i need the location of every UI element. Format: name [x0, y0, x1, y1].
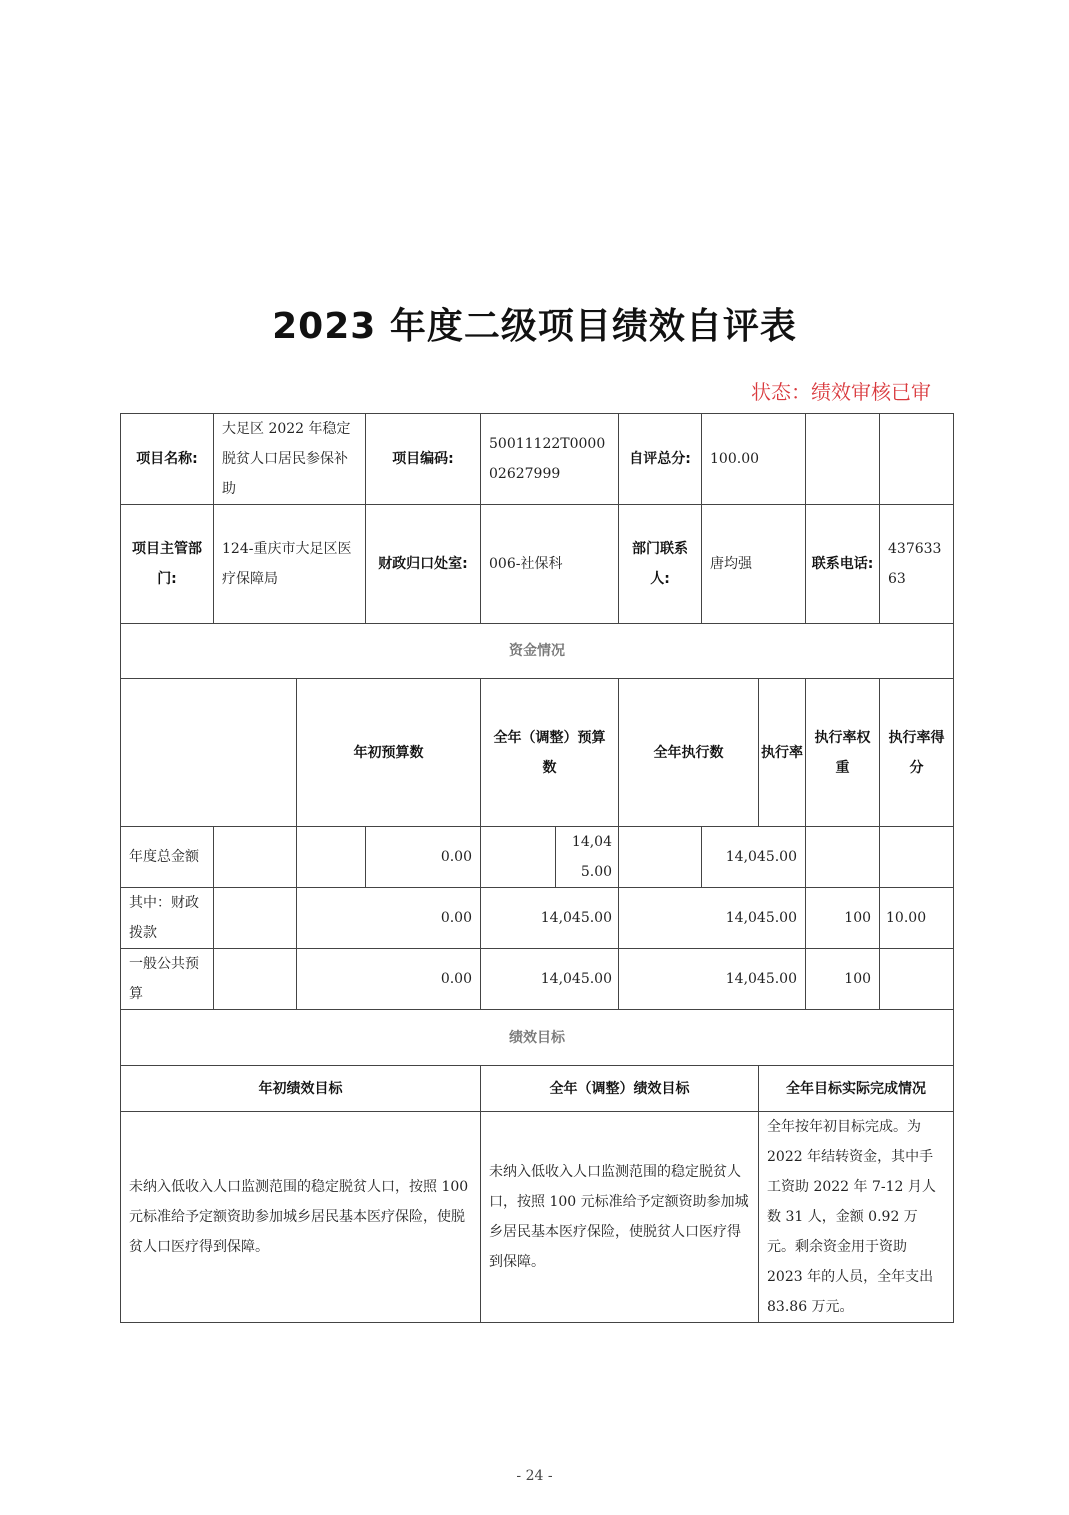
- finance-office-label: 财政归口处室:: [366, 505, 481, 624]
- weight-value: 10.00: [880, 888, 954, 949]
- adjusted-budget-header: 全年（调整）预算数: [481, 679, 619, 827]
- score-header: 执行率得分: [880, 679, 954, 827]
- contact-label: 部门联系人:: [619, 505, 702, 624]
- exec-rate-value: [806, 827, 880, 888]
- performance-table: [120, 413, 954, 1323]
- exec-rate-value: 100: [806, 949, 880, 1010]
- adjusted-budget-value: 14,045.00: [481, 888, 619, 949]
- empty-cell: [214, 888, 297, 949]
- phone-label: 联系电话:: [806, 505, 880, 624]
- empty-cell: [619, 827, 702, 888]
- empty-cell: [214, 949, 297, 1010]
- initial-budget-header: 年初预算数: [297, 679, 481, 827]
- initial-budget-value: 0.00: [297, 888, 481, 949]
- executed-value: 14,045.00: [619, 888, 806, 949]
- adjusted-goal-text: 未纳入低收入人口监测范围的稳定脱贫人口，按照 100 元标准给予定额资助参加城乡居民基本医疗保险，使脱贫人口医疗得到保障。: [481, 1112, 759, 1323]
- project-name-label: 项目名称:: [121, 414, 214, 505]
- row-label: 一般公共预算: [121, 949, 214, 1010]
- empty-cell: [214, 827, 297, 888]
- exec-rate-value: 100: [806, 888, 880, 949]
- row-label: 年度总金额: [121, 827, 214, 888]
- row-label: 其中：财政拨款: [121, 888, 214, 949]
- project-code-value: 50011122T000002627999: [481, 414, 619, 505]
- self-score-label: 自评总分:: [619, 414, 702, 505]
- adjusted-budget-value: 14,045.00: [481, 949, 619, 1010]
- empty-cell: [481, 827, 556, 888]
- adjusted-budget-value: 14,045.00: [556, 827, 619, 888]
- goals-section-title: 绩效目标: [121, 1010, 954, 1066]
- actual-completion-header: 全年目标实际完成情况: [759, 1066, 954, 1112]
- executed-header: 全年执行数: [619, 679, 759, 827]
- weight-header: 执行率权重: [806, 679, 880, 827]
- executed-value: 14,045.00: [702, 827, 806, 888]
- actual-completion-text: 全年按年初目标完成。为 2022 年结转资金，其中手工资助 2022 年 7-12 月人数 31 人，金额 0.92 万元。剩余资金用于资助 2023 年的人员，全年支出 83.86 万元。: [759, 1112, 954, 1323]
- empty-cell: [880, 414, 954, 505]
- funds-section-title: 资金情况: [121, 624, 954, 679]
- project-code-label: 项目编码:: [366, 414, 481, 505]
- initial-goal-text: 未纳入低收入人口监测范围的稳定脱贫人口，按照 100 元标准给予定额资助参加城乡居民基本医疗保险，使脱贫人口医疗得到保障。: [121, 1112, 481, 1323]
- status-badge: 状态：绩效审核已审: [751, 380, 931, 404]
- contact-value: 唐均强: [702, 505, 806, 624]
- initial-budget-value: 0.00: [366, 827, 481, 888]
- initial-budget-value: 0.00: [297, 949, 481, 1010]
- initial-goal-header: 年初绩效目标: [121, 1066, 481, 1112]
- weight-value: [880, 827, 954, 888]
- empty-cell: [297, 827, 366, 888]
- project-name-value: 大足区 2022 年稳定脱贫人口居民参保补助: [214, 414, 366, 505]
- dept-value: 124-重庆市大足区医疗保障局: [214, 505, 366, 624]
- empty-header-cell: [121, 679, 297, 827]
- page-title: 2023 年度二级项目绩效自评表: [272, 306, 797, 347]
- self-score-value: 100.00: [702, 414, 806, 505]
- finance-office-value: 006-社保科: [481, 505, 619, 624]
- weight-value: [880, 949, 954, 1010]
- phone-value: 43763363: [880, 505, 954, 624]
- empty-cell: [806, 414, 880, 505]
- dept-label: 项目主管部门:: [121, 505, 214, 624]
- exec-rate-header: 执行率: [759, 679, 806, 827]
- page-number: - 24 -: [516, 1468, 553, 1484]
- adjusted-goal-header: 全年（调整）绩效目标: [481, 1066, 759, 1112]
- executed-value: 14,045.00: [619, 949, 806, 1010]
